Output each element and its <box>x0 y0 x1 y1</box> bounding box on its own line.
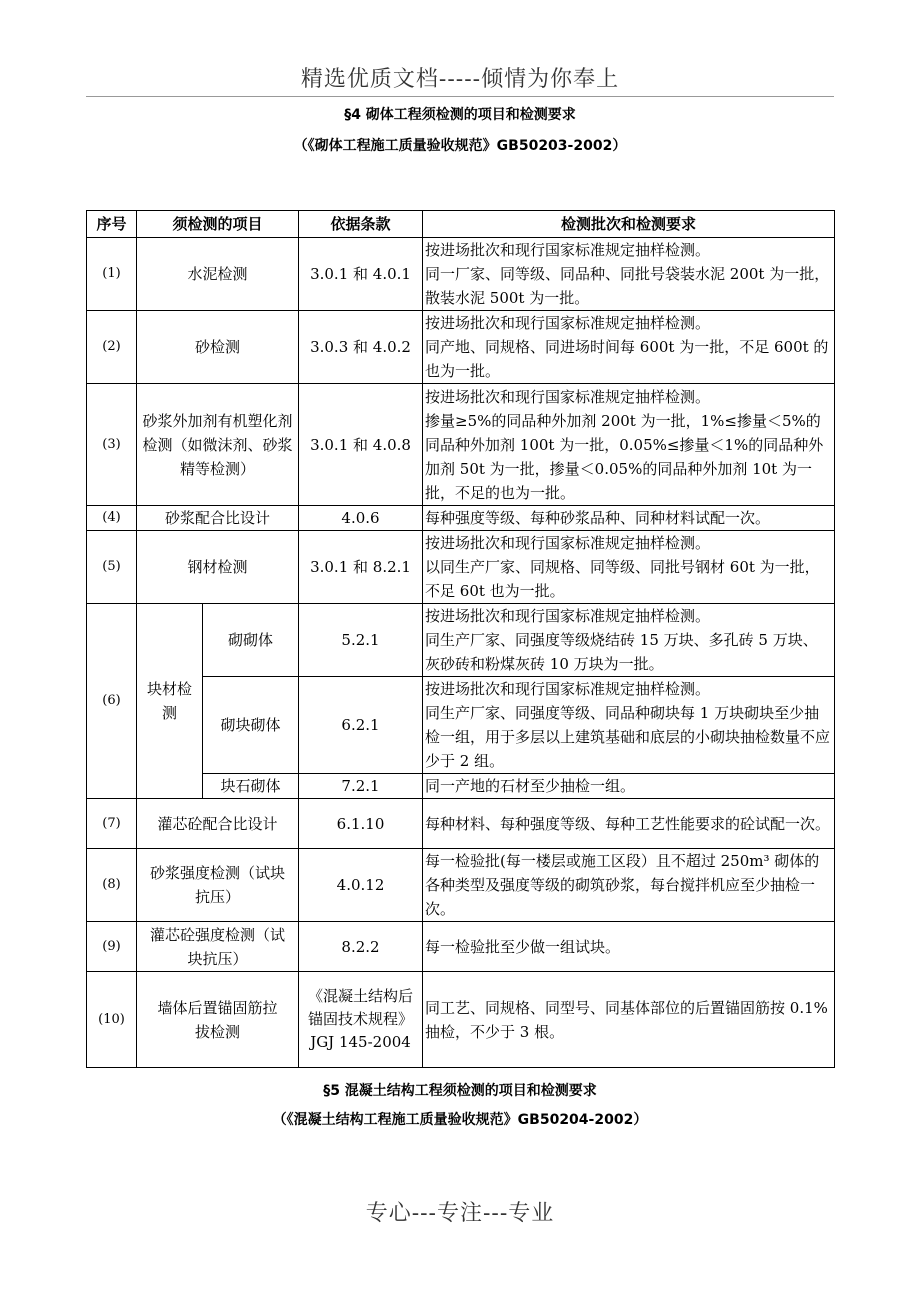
sub-clause: 6.2.1 <box>299 677 423 774</box>
sub-item: 砌砌体 <box>203 604 299 677</box>
inspection-table <box>86 210 835 1068</box>
row-clause: 8.2.2 <box>299 922 423 972</box>
row-index: (4) <box>87 506 137 531</box>
row-clause: 《混凝土结构后锚固技术规程》JGJ 145-2004 <box>299 972 423 1068</box>
row-item: 块材检测 <box>137 604 203 799</box>
row-index: (3) <box>87 384 137 506</box>
requirement-line: 同产地、同规格、同进场时间每 600t 为一批，不足 600t 的也为一批。 <box>425 338 829 380</box>
requirement-line: 按进场批次和现行国家标准规定抽样检测。 <box>425 314 711 332</box>
row-item: 钢材检测 <box>137 531 299 604</box>
section4-title: §4 砌体工程须检测的项目和检测要求 <box>344 107 576 123</box>
requirement-line: 按进场批次和现行国家标准规定抽样检测。 <box>425 241 711 259</box>
requirement-line: 每种材料、每种强度等级、每种工艺性能要求的砼试配一次。 <box>425 814 831 833</box>
requirement-line: 按进场批次和现行国家标准规定抽样检测。 <box>425 607 711 625</box>
requirement-line: 以同生产厂家、同规格、同等级、同批号钢材 60t 为一批，不足 60t 也为一批。 <box>425 558 820 600</box>
row-requirement <box>423 506 835 531</box>
row-index: (6) <box>87 604 137 799</box>
table-row <box>87 238 835 311</box>
row-requirement <box>423 849 835 922</box>
row-clause: 3.0.1 和 8.2.1 <box>299 531 423 604</box>
page-header: 精选优质文档-----倾情为你奉上 <box>300 67 620 92</box>
row-index: (5) <box>87 531 137 604</box>
table-row <box>87 311 835 384</box>
row-index: (9) <box>87 922 137 972</box>
row-index: (7) <box>87 799 137 849</box>
row-clause: 3.0.3 和 4.0.2 <box>299 311 423 384</box>
row-clause: 3.0.1 和 4.0.1 <box>299 238 423 311</box>
section5-title: §5 混凝土结构工程须检测的项目和检测要求 <box>323 1083 597 1099</box>
row-item: 水泥检测 <box>137 238 299 311</box>
row-requirement <box>423 384 835 506</box>
row-requirement <box>423 311 835 384</box>
requirement-line: 按进场批次和现行国家标准规定抽样检测。 <box>425 387 711 406</box>
table-row <box>87 506 835 531</box>
row-item: 灌芯砼配合比设计 <box>137 799 299 849</box>
row-clause: 3.0.1 和 4.0.8 <box>299 384 423 506</box>
header-cell-clause: 依据条款 <box>299 211 423 238</box>
row-item: 墙体后置锚固筋拉拔检测 <box>137 972 299 1068</box>
row-item: 砂检测 <box>137 311 299 384</box>
sub-item: 块石砌体 <box>203 774 299 799</box>
header-rule <box>86 96 834 97</box>
sub-clause: 5.2.1 <box>299 604 423 677</box>
row-clause: 4.0.12 <box>299 849 423 922</box>
requirement-line: 按进场批次和现行国家标准规定抽样检测。 <box>425 534 711 552</box>
row-index: (2) <box>87 311 137 384</box>
page-footer: 专心---专注---专业 <box>365 1201 555 1226</box>
requirement-line: 同生产厂家、同强度等级烧结砖 15 万块、多孔砖 5 万块、灰砂砖和粉煤灰砖 10 万块为一批。 <box>425 631 818 673</box>
sub-item: 砌块砌体 <box>203 677 299 774</box>
header-cell-index: 序号 <box>87 211 137 238</box>
table-row <box>87 531 835 604</box>
row-clause: 6.1.10 <box>299 799 423 849</box>
requirement-line: 同一产地的石材至少抽检一组。 <box>425 777 636 795</box>
table-row <box>87 799 835 849</box>
sub-clause: 7.2.1 <box>299 774 423 799</box>
requirement-line: 每种强度等级、每种砂浆品种、同种材料试配一次。 <box>425 509 771 527</box>
requirement-line: 同工艺、同规格、同型号、同基体部位的后置锚固筋按 0.1%抽检，不少于 3 根。 <box>425 998 828 1041</box>
sub-requirement <box>423 774 835 799</box>
row-requirement <box>423 238 835 311</box>
row-requirement <box>423 922 835 972</box>
requirement-line: 同一厂家、同等级、同品种、同批号袋装水泥 200t 为一批，散装水泥 500t 为一批。 <box>425 265 830 307</box>
section5-subtitle: （《混凝土结构工程施工质量验收规范》GB50204-2002） <box>272 1112 648 1128</box>
table-header-row <box>87 211 835 238</box>
row-index: (1) <box>87 238 137 311</box>
section4-subtitle: （《砌体工程施工质量验收规范》GB50203-2002） <box>293 138 627 154</box>
row-index: (10) <box>87 972 137 1068</box>
requirement-line: 掺量≥5%的同品种外加剂 200t 为一批，1%≤掺量＜5%的同品种外加剂 100t 为一批，0.05%≤掺量＜1%的同品种外加剂 50t 为一批，掺量＜0.05%的同品种外加剂 10t 为一批，不足的也为一批。 <box>425 411 824 502</box>
row-item: 砂浆外加剂有机塑化剂检测（如微沫剂、砂浆精等检测） <box>137 384 299 506</box>
row-index: (8) <box>87 849 137 922</box>
requirement-line: 同生产厂家、同强度等级、同品种砌块每 1 万块砌块至少抽检一组，用于多层以上建筑基础和底层的小砌块抽检数量不应少于 2 组。 <box>425 704 831 770</box>
table-row <box>87 922 835 972</box>
sub-requirement <box>423 604 835 677</box>
header-cell-item: 须检测的项目 <box>137 211 299 238</box>
row-clause: 4.0.6 <box>299 506 423 531</box>
table-row <box>87 849 835 922</box>
row-requirement <box>423 531 835 604</box>
sub-requirement <box>423 677 835 774</box>
table-row <box>87 972 835 1068</box>
row-requirement <box>423 972 835 1068</box>
table-row <box>87 604 835 677</box>
row-requirement <box>423 799 835 849</box>
requirement-line: 每一检验批至少做一组试块。 <box>425 937 621 956</box>
row-item: 砂浆强度检测（试块抗压） <box>137 849 299 922</box>
header-cell-requirement: 检测批次和检测要求 <box>423 211 835 238</box>
table-row <box>87 384 835 506</box>
requirement-line: 按进场批次和现行国家标准规定抽样检测。 <box>425 680 711 698</box>
row-item: 灌芯砼强度检测（试块抗压） <box>137 922 299 972</box>
requirement-line: 每一检验批(每一楼层或施工区段）且不超过 250m³ 砌体的各种类型及强度等级的砌筑砂浆，每台搅拌机应至少抽检一次。 <box>425 852 820 918</box>
row-item: 砂浆配合比设计 <box>137 506 299 531</box>
